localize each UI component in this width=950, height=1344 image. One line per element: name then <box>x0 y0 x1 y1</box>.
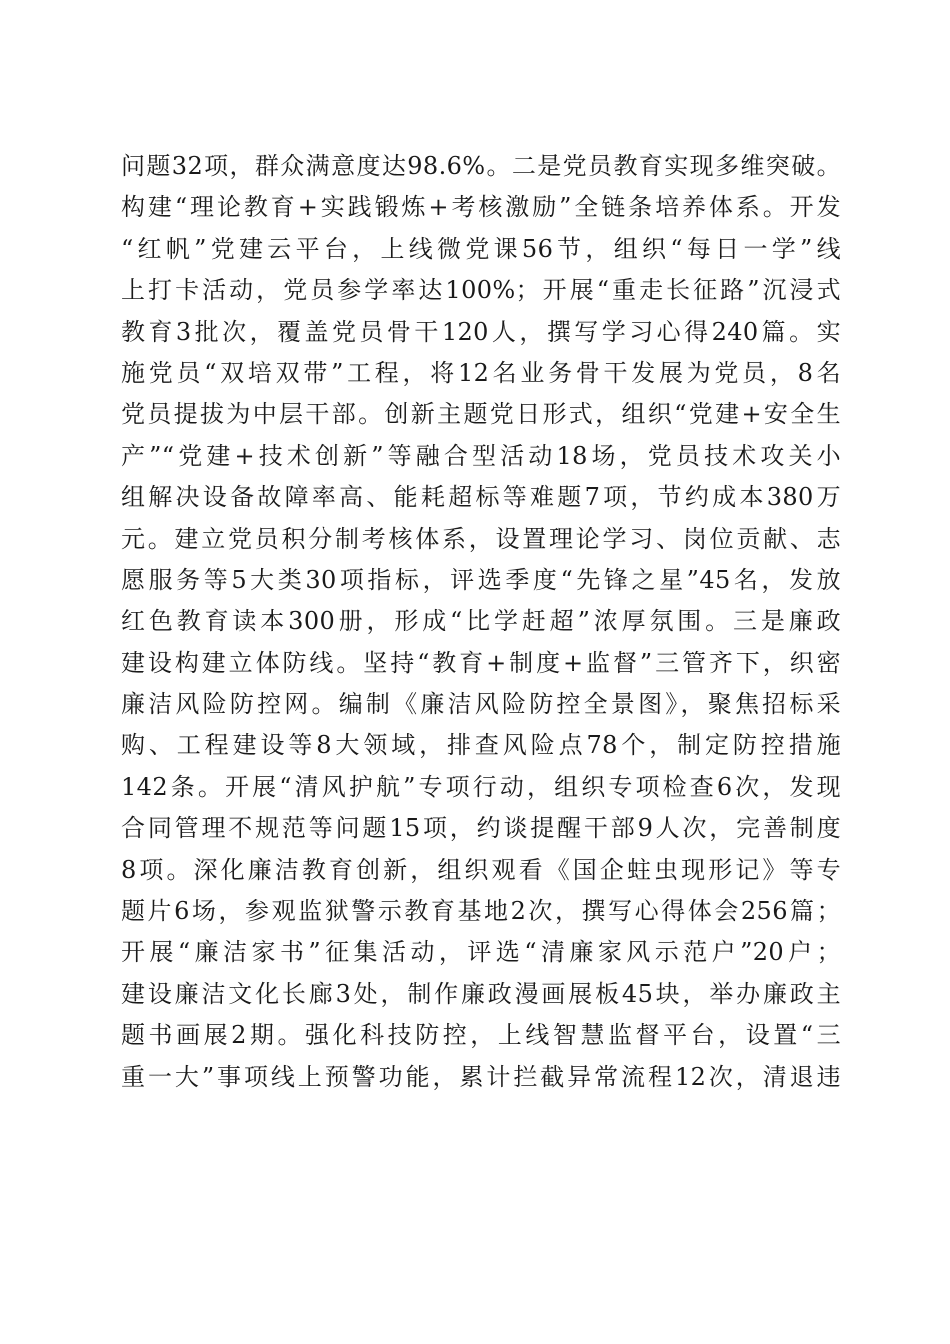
text-line: 合同管理不规范等问题15项，约谈提醒干部9人次，完善制度 <box>121 814 841 843</box>
text-line: 题片6场，参观监狱警示教育基地2次，撰写心得体会256篇； <box>121 897 841 926</box>
text-line: 8项。深化廉洁教育创新，组织观看《国企蛀虫现形记》等专 <box>121 855 841 884</box>
text-line: 建设构建立体防线。坚持“教育+制度+监督”三管齐下，织密 <box>121 648 841 677</box>
text-line: 题书画展2期。强化科技防控，上线智慧监督平台，设置“三 <box>121 1021 841 1050</box>
text-line: 愿服务等5大类30项指标，评选季度“先锋之星”45名，发放 <box>121 565 841 594</box>
text-line: 重一大”事项线上预警功能，累计拦截异常流程12次，清退违 <box>121 1062 841 1091</box>
text-line: 问题32项，群众满意度达98.6%。二是党员教育实现多维突破。 <box>121 152 841 180</box>
text-line: 购、工程建设等8大领域，排查风险点78个，制定防控措施 <box>121 731 841 760</box>
text-line: 组解决设备故障率高、能耗超标等难题7项，节约成本380万 <box>121 483 841 512</box>
text-line: 党员提拔为中层干部。创新主题党日形式，组织“党建+安全生 <box>121 400 841 429</box>
text-line: 建设廉洁文化长廊3处，制作廉政漫画展板45块，举办廉政主 <box>121 979 841 1008</box>
text-line: 施党员“双培双带”工程，将12名业务骨干发展为党员，8名 <box>121 358 841 387</box>
text-line: 142条。开展“清风护航”专项行动，组织专项检查6次，发现 <box>121 772 841 801</box>
text-line: 廉洁风险防控网。编制《廉洁风险防控全景图》，聚焦招标采 <box>121 690 841 719</box>
body-paragraph <box>121 146 841 1098</box>
text-line: 上打卡活动，党员参学率达100%；开展“重走长征路”沉浸式 <box>121 276 841 305</box>
text-line: 构建“理论教育+实践锻炼+考核激励”全链条培养体系。开发 <box>121 193 841 222</box>
text-line: 教育3批次，覆盖党员骨干120人，撰写学习心得240篇。实 <box>121 317 841 346</box>
text-line: 产”“党建+技术创新”等融合型活动18场，党员技术攻关小 <box>121 441 841 470</box>
text-line: “红帆”党建云平台，上线微党课56节，组织“每日一学”线 <box>121 234 841 263</box>
text-line: 元。建立党员积分制考核体系，设置理论学习、岗位贡献、志 <box>121 524 841 553</box>
text-line: 开展“廉洁家书”征集活动，评选“清廉家风示范户”20户； <box>121 938 841 967</box>
text-line: 红色教育读本300册，形成“比学赶超”浓厚氛围。三是廉政 <box>121 607 841 636</box>
